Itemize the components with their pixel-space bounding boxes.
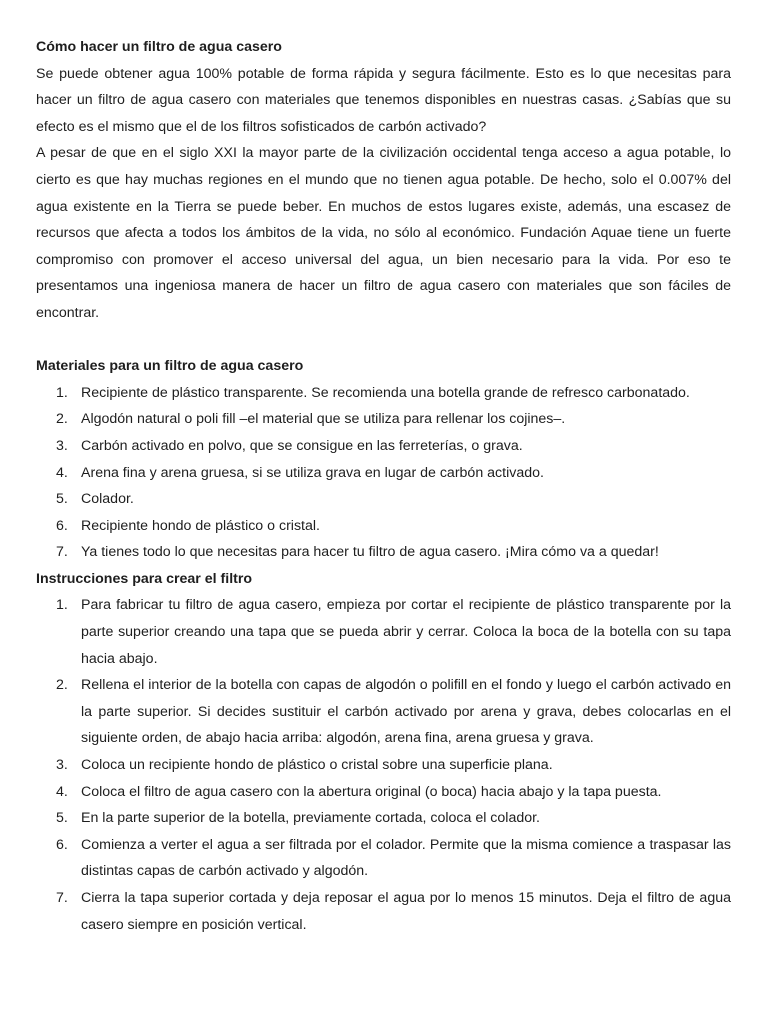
list-item xyxy=(36,832,731,885)
list-item-text: Carbón activado en polvo, que se consigue en las ferreterías, o grava. xyxy=(81,437,523,454)
list-item xyxy=(36,539,731,566)
list-item xyxy=(36,672,731,752)
materials-list xyxy=(36,380,731,566)
list-item-text: Recipiente hondo de plástico o cristal. xyxy=(81,517,320,534)
list-item xyxy=(36,380,731,407)
list-number: 1. xyxy=(56,384,68,401)
list-number: 3. xyxy=(56,757,68,774)
document-page xyxy=(36,34,731,938)
list-item-text: Para fabricar tu filtro de agua casero, empieza por cortar el recipiente de plástico transparente por la parte superior creando una tapa que se pueda abrir y cerrar. Coloca la boca de la botella con su tapa hacia abajo. xyxy=(81,597,731,667)
list-number: 7. xyxy=(56,890,68,906)
list-item-text: Colador. xyxy=(81,491,134,508)
instructions-heading: Instrucciones para crear el filtro xyxy=(36,570,253,587)
list-item xyxy=(36,805,731,832)
list-number: 2. xyxy=(56,677,68,694)
list-item xyxy=(36,460,731,487)
list-number: 7. xyxy=(56,544,68,561)
list-number: 5. xyxy=(56,810,68,827)
intro-paragraph-2: A pesar de que en el siglo XXI la mayor parte de la civilización occidental tenga acceso a agua potable, lo cierto es que hay muchas regiones en el mundo que no tienen agua potable. De hecho, solo el 0.007% del agua existente en la Tierra se puede beber. En muchos de estos lugares existe, además, una escasez de recursos que afecta a todos los ámbitos de la vida, no sólo al económico. Fundación Aquae tiene un fuerte compromiso con promover el acceso universal del agua, un bien necesario para la vida. Por eso te presentamos una ingeniosa manera de hacer un filtro de agua casero con materiales que son fáciles de encontrar. xyxy=(36,145,731,321)
instructions-list xyxy=(36,592,731,938)
list-item xyxy=(36,513,731,540)
list-item xyxy=(36,885,731,938)
list-number: 6. xyxy=(56,517,68,534)
list-item xyxy=(36,406,731,433)
list-item xyxy=(36,779,731,806)
list-number: 6. xyxy=(56,836,68,853)
list-item-text: Cierra la tapa superior cortada y deja reposar el agua por lo menos 15 minutos. Deja el filtro de agua casero siempre en posición vertical. xyxy=(81,890,731,933)
list-number: 3. xyxy=(56,437,68,454)
list-item-text: Arena fina y arena gruesa, si se utiliza grava en lugar de carbón activado. xyxy=(81,464,544,481)
list-item-text: En la parte superior de la botella, previamente cortada, coloca el colador. xyxy=(81,810,541,827)
list-item xyxy=(36,433,731,460)
list-item xyxy=(36,752,731,779)
list-number: 5. xyxy=(56,491,68,508)
list-number: 4. xyxy=(56,464,68,481)
list-number: 1. xyxy=(56,597,68,614)
blank-line xyxy=(36,327,731,354)
list-item-text: Rellena el interior de la botella con capas de algodón o polifill en el fondo y luego el carbón activado en la parte superior. Si decides sustituir el carbón activado por arena y grava, debes colocarlas en el siguiente orden, de abajo hacia arriba: algodón, arena fina, arena gruesa y grava. xyxy=(81,677,731,747)
list-item xyxy=(36,592,731,672)
list-number: 4. xyxy=(56,783,68,800)
list-item-text: Coloca un recipiente hondo de plástico o cristal sobre una superficie plana. xyxy=(81,757,553,774)
list-number: 2. xyxy=(56,411,68,428)
list-item-text: Recipiente de plástico transparente. Se recomienda una botella grande de refresco carbonatado. xyxy=(81,384,690,401)
list-item xyxy=(36,486,731,513)
list-item-text: Comienza a verter el agua a ser filtrada por el colador. Permite que la misma comience a traspasar las distintas capas de carbón activado y algodón. xyxy=(81,836,731,880)
list-item-text: Algodón natural o poli fill –el material que se utiliza para rellenar los cojines–. xyxy=(81,411,566,428)
materials-heading: Materiales para un filtro de agua casero xyxy=(36,358,304,375)
list-item-text: Ya tienes todo lo que necesitas para hacer tu filtro de agua casero. ¡Mira cómo va a quedar! xyxy=(81,544,659,561)
document-title: Cómo hacer un filtro de agua casero xyxy=(36,39,282,55)
intro-paragraph-1: Se puede obtener agua 100% potable de forma rápida y segura fácilmente. Esto es lo que necesitas para hacer un filtro de agua casero con materiales que tenemos disponibles en nuestras casas. ¿Sabías que su efecto es el mismo que el de los filtros sofisticados de carbón activado? xyxy=(36,65,731,135)
list-item-text: Coloca el filtro de agua casero con la abertura original (o boca) hacia abajo y la tapa puesta. xyxy=(81,783,662,800)
